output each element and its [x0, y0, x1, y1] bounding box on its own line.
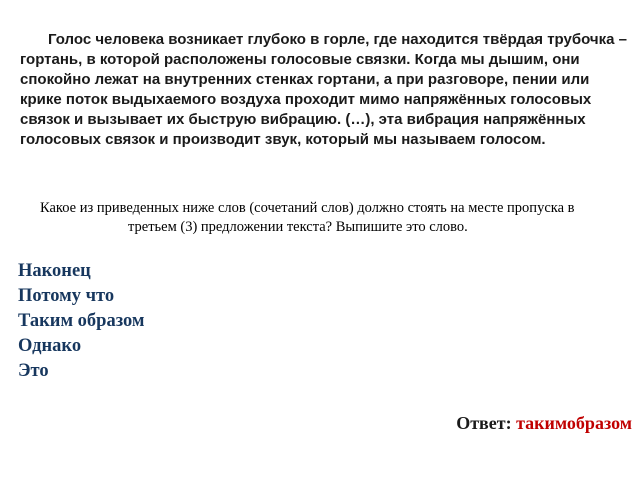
question-text	[40, 199, 634, 237]
answer-label: Ответ:	[456, 413, 517, 433]
question-line-1: Какое из приведенных ниже слов (сочетаний слов) должно стоять на месте пропуска в	[40, 200, 575, 216]
option-item: Это	[18, 361, 49, 381]
passage-text: Голос человека возникает глубоко в горле, где находится твёрдая трубочка – гортань, в которой расположены голосовые связки. Когда мы дышим, они спокойно лежат на внутренних стенках гортани, а при разговоре, пении или крике поток выдыхаемого воздуха проходит мимо напряжённых голосовых связок и вызывает их быструю вибрацию. (…), эта вибрация напряжённых голосовых связок и производит звук, который мы называем голосом.	[20, 31, 627, 148]
option-item: Однако	[18, 336, 82, 356]
option-item: Наконец	[18, 261, 91, 281]
option-item: Таким образом	[18, 311, 145, 331]
question-line-2: третьем (3) предложении текста? Выпишите это слово.	[128, 219, 468, 235]
answer-options-list	[18, 259, 145, 384]
answer-block	[456, 412, 632, 434]
option-item: Потому что	[18, 286, 115, 306]
answer-value: такимобразом	[516, 413, 632, 433]
